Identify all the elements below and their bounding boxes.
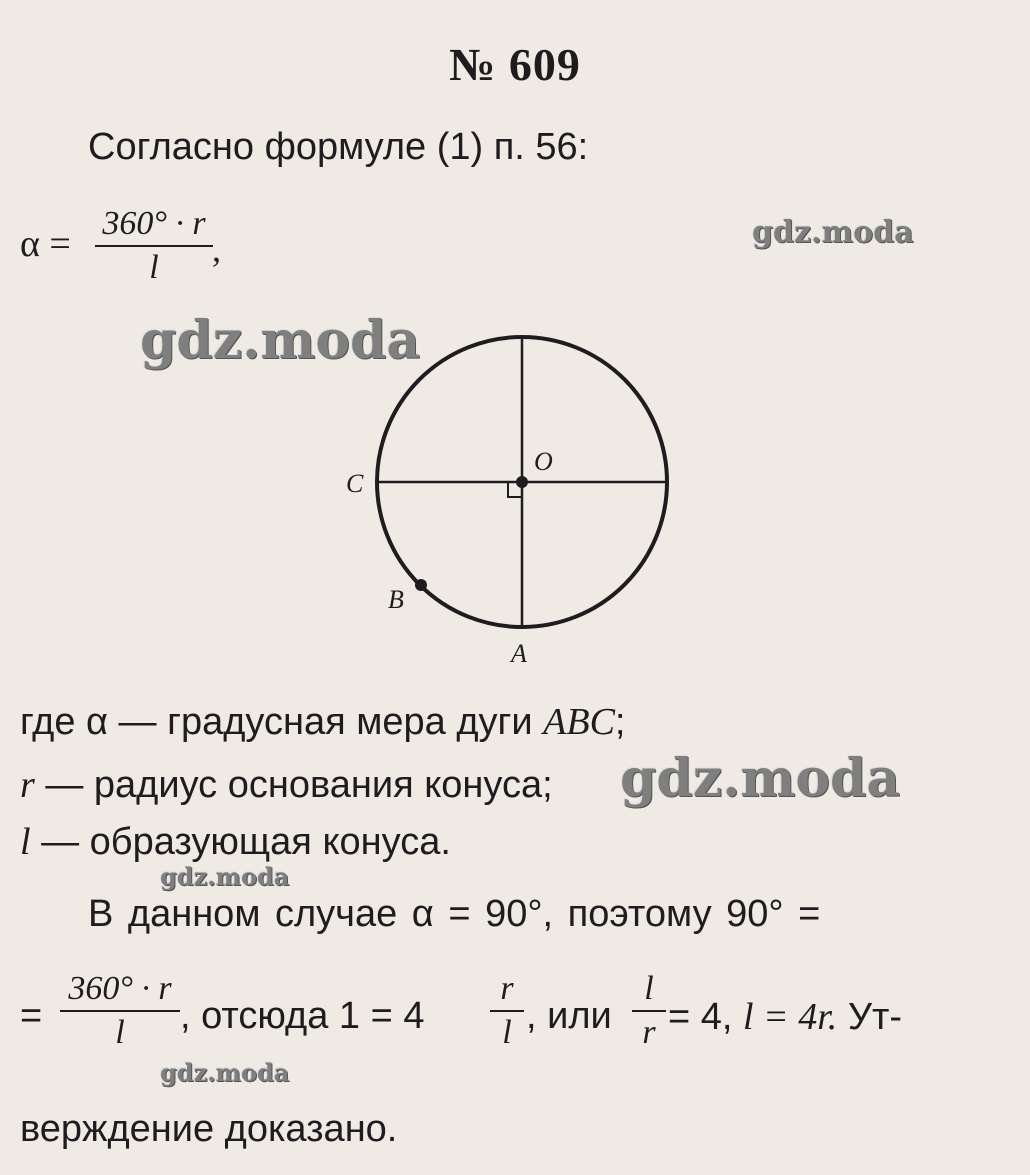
- def-l-symbol: l: [20, 821, 31, 863]
- conclusion-end-text: = 4,: [668, 996, 743, 1038]
- formula-comma: ,: [212, 229, 221, 269]
- conclusion-end: [668, 995, 902, 1039]
- fraction-bar: [632, 1010, 666, 1012]
- conclusion-frac1-den: l: [115, 1014, 125, 1051]
- fraction-bar: [490, 1010, 524, 1012]
- def-r: [20, 763, 553, 807]
- fraction-bar: [60, 1010, 180, 1012]
- conclusion-frac3-den: r: [642, 1014, 656, 1051]
- conclusion-frac2-num: r: [500, 970, 514, 1007]
- def-alpha-end: ;: [614, 701, 626, 743]
- formula-numerator: 360° · r: [102, 205, 206, 242]
- formula-lhs: α =: [20, 223, 71, 265]
- def-l: [20, 820, 451, 864]
- watermark: gdz.moda: [160, 1058, 290, 1087]
- conclusion-frac1-num: 360° · r: [68, 970, 172, 1007]
- conclusion-line3: верждение доказано.: [20, 1108, 398, 1150]
- def-alpha-arc: ABC: [543, 701, 615, 743]
- watermark: gdz.moda: [752, 215, 914, 250]
- label-o: O: [534, 447, 553, 476]
- watermark: gdz.moda: [140, 310, 421, 371]
- conclusion-tail: Ут-: [837, 996, 903, 1038]
- conclusion-frac2-den: l: [502, 1014, 512, 1051]
- label-c: C: [346, 469, 364, 498]
- watermark: gdz.moda: [620, 748, 901, 809]
- problem-number: № 609: [449, 39, 581, 90]
- def-l-text: — образующая конуса.: [30, 821, 451, 863]
- conclusion-final-eq: l = 4r.: [743, 996, 838, 1038]
- def-alpha-prefix: где α —: [20, 701, 168, 743]
- conclusion-frac3-num: l: [644, 970, 654, 1007]
- conclusion-fraction-3: [632, 970, 666, 1052]
- label-a: A: [511, 639, 527, 668]
- def-alpha-text: градусная мера дуги: [167, 701, 544, 743]
- conclusion-fraction-1: [60, 970, 180, 1052]
- center-point: [516, 476, 528, 488]
- conclusion-line1: В данном случае α = 90°, поэтому 90° =: [88, 893, 821, 935]
- formula-denominator: l: [149, 249, 159, 286]
- conclusion-or: , или: [526, 995, 612, 1037]
- conclusion-fraction-2: [490, 970, 524, 1052]
- def-alpha: [20, 700, 625, 744]
- def-r-text: — радиус основания конуса;: [34, 764, 553, 806]
- watermark: gdz.moda: [160, 862, 290, 891]
- label-b: B: [388, 585, 404, 614]
- intro-text: Согласно формуле (1) п. 56:: [88, 126, 589, 168]
- point-b: [415, 579, 427, 591]
- conclusion-mid: , отсюда 1 = 4: [180, 995, 425, 1037]
- conclusion-eq: =: [20, 995, 43, 1037]
- def-r-symbol: r: [20, 764, 35, 806]
